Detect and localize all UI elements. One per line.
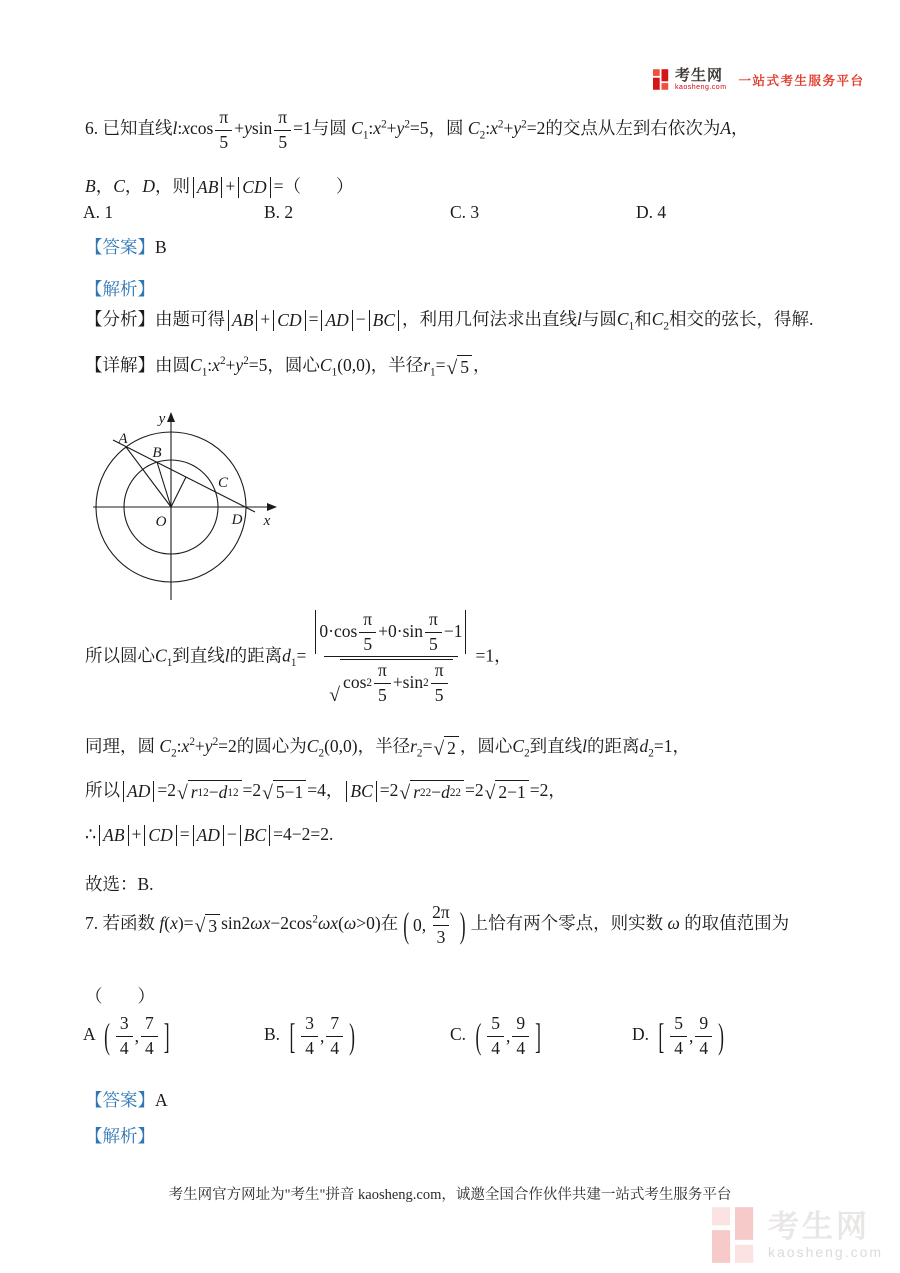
q6-answer-label: 【答案】 (85, 237, 155, 257)
figure-label-x: x (263, 513, 271, 529)
q7-option-c: C. ( $\frac{5}{4}$ , $\frac{9}{4}$ ] (450, 1013, 541, 1058)
q7-answer-label: 【答案】 (85, 1090, 155, 1110)
q6-conclusion-line: ∴ AB + CD = AD − BC =4−2=2. (85, 824, 334, 846)
kaosheng-logo (653, 68, 865, 91)
q6-analysis-line: 【分析】由题可得 AB + CD = AD − BC ，利用几何法求出直线l与圆$C_1$和$C_2$相交的弦长，得解. (85, 309, 814, 333)
kaosheng-watermark (712, 1207, 883, 1263)
brand-slogan: 一站式考生服务平台 (738, 73, 865, 88)
figure-label-y: y (158, 411, 166, 427)
x-axis-arrow (267, 503, 277, 511)
y-axis-arrow (167, 412, 175, 422)
q6-option-a: A. 1 (83, 202, 114, 222)
q6-option-b: B. 2 (264, 202, 294, 222)
q6-chord-line: 所以 AD =2 √ r 1 2 − d 1 2 =2 √ 5−1 =4， BC =2 √ r 2 2 − d 2 2 =2 √ 2−1 =2， (85, 780, 566, 804)
kaosheng-logo-icon (653, 69, 670, 90)
q6-answer-line (85, 234, 167, 259)
watermark-brand: 考生网 (768, 1209, 870, 1244)
q6-option-d: D. 4 (636, 202, 667, 222)
footer-text: 考生网官方网址为"考生"拼音 kaosheng.com，诚邀全国合作伙伴共建一站式考生服务平台 (168, 1187, 732, 1203)
watermark-logo-icon (712, 1207, 758, 1263)
brand-name: 考生网 (675, 67, 724, 84)
q6-analysis-label: 【解析】 (85, 279, 155, 299)
q6-distance-line: 所以圆心$C_1$到直线l的距离$d_1=$ 0·cos $\frac{\pi}{5}$ +0·sin $\frac{\pi}{5}$ −1 √ cos 2 $\frac{\pi}{5}$ +sin 2 $\frac{\pi}{5}$ =1， (85, 609, 512, 706)
q6-statement-line2: B，C，D，则 AB + CD =（ ） (85, 176, 354, 198)
watermark-domain: kaosheng.com (768, 1244, 884, 1260)
q6-choice-line: 故选：B. (85, 874, 154, 894)
q7-option-a: A ( $\frac{3}{4}$ , $\frac{7}{4}$ ] (83, 1013, 170, 1058)
q7-analysis-label: 【解析】 (85, 1126, 155, 1146)
q6-detail-line: 【详解】由圆$C_1:x^2+y^2=5$，圆心$C_1(0,0)$，半径$r_1=$ √ 5 ， (85, 355, 491, 379)
figure-label-B: B (152, 445, 162, 461)
circles-figure (85, 405, 290, 605)
q7-answer-line (85, 1087, 168, 1112)
q7-statement-line2: （ ） (85, 986, 155, 1006)
q6-answer-value: B (155, 237, 167, 257)
brand-domain: kaosheng.com (675, 84, 727, 91)
figure-label-O: O (155, 514, 167, 530)
figure-label-D: D (231, 512, 243, 528)
q7-statement-line1: 7. 若函数 f(x)= √ 3 $\sin 2\omega x-2\cos^2\omega x(\omega>0)$在 ( 0, $\frac{2\pi}{3}$ ) 上恰有两个零点，则实数 ω 的取值范围为 (85, 902, 790, 947)
q7-option-d: D. [ $\frac{5}{4}$ , $\frac{9}{4}$ ) (632, 1013, 724, 1058)
q6-option-c: C. 3 (450, 202, 480, 222)
q6-tongli-line: 同理，圆 $C_2:x^2+y^2=2$的圆心为$C_2(0,0)$，半径$r_2=$ √ 2 ，圆心$C_2$到直线l的距离$d_2=1$， (85, 736, 691, 760)
figure-label-A: A (118, 431, 128, 447)
figure-label-C: C (217, 475, 229, 491)
q6-statement-line1: 6. 已知直线l:xcos $\frac{\pi}{5}$ +ysin $\frac{\pi}{5}$ =1与圆 $C_1:x^2+y^2=5$，圆 $C_2:x^2+y^2=2$的交点从左到右依次为A， (85, 107, 749, 152)
q7-option-b: B. [ $\frac{3}{4}$ , $\frac{7}{4}$ ) (264, 1013, 355, 1058)
q7-answer-value: A (155, 1090, 168, 1110)
